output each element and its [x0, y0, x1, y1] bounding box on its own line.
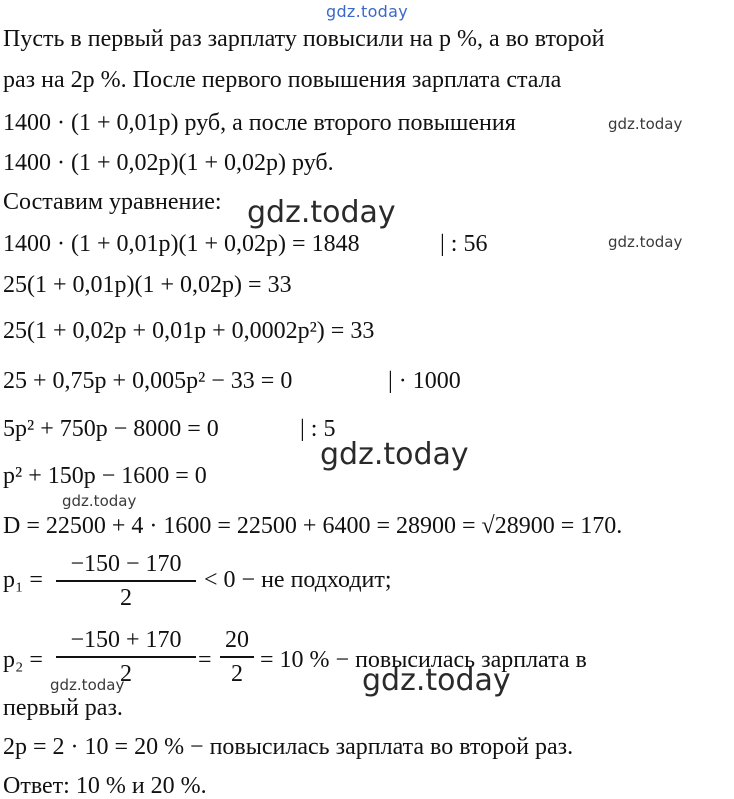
watermark-small-1: gdz.today — [608, 115, 683, 133]
p1-numerator: −150 − 170 — [70, 551, 182, 577]
equation-line-6-divisor: | : 56 — [440, 231, 488, 257]
p1-fraction — [56, 552, 196, 610]
watermark-small-4: gdz.today — [50, 676, 125, 694]
text-line-2: раз на 2p %. После первого повышения зарплата стала — [3, 67, 562, 93]
equation-line-6: 1400 · (1 + 0,01p)(1 + 0,02p) = 1848 — [3, 231, 360, 257]
p2-fraction-2-denominator: 2 — [231, 660, 243, 687]
watermark-large-1: gdz.today — [247, 195, 396, 230]
answer-line: Ответ: 10 % и 20 %. — [3, 773, 207, 799]
equation-line-10-divisor: | : 5 — [300, 416, 336, 442]
equation-line-9: 25 + 0,75p + 0,005p² − 33 = 0 — [3, 368, 293, 394]
p2-denominator: 2 — [120, 660, 132, 687]
watermark-small-2: gdz.today — [608, 233, 683, 251]
p2-equals: = — [198, 647, 212, 673]
equation-line-8: 25(1 + 0,02p + 0,01p + 0,0002p²) = 33 — [3, 318, 375, 344]
equation-line-11: p² + 150p − 1600 = 0 — [3, 463, 207, 489]
watermark-small-3: gdz.today — [62, 492, 137, 510]
equation-line-9-multiplier: | · 1000 — [388, 368, 461, 394]
p2-fraction-2-numerator: 20 — [225, 627, 249, 653]
p1-denominator: 2 — [120, 584, 132, 611]
p2-numerator: −150 + 170 — [70, 627, 182, 653]
p1-rest: < 0 − не подходит; — [204, 567, 392, 593]
text-line-4: 1400 · (1 + 0,02p)(1 + 0,02p) руб. — [3, 150, 334, 176]
watermark-large-2: gdz.today — [320, 437, 469, 472]
p2-rest: = 10 % − повысилась зарплата в — [260, 647, 587, 673]
p1-lhs: p₁ = — [3, 567, 43, 593]
discriminant-line: D = 22500 + 4 · 1600 = 22500 + 6400 = 28900 = √28900 = 170. — [3, 513, 623, 539]
watermark-top: gdz.today — [326, 2, 408, 21]
equation-line-7: 25(1 + 0,01p)(1 + 0,02p) = 33 — [3, 272, 292, 298]
text-line-1: Пусть в первый раз зарплату повысили на p %, а во второй — [3, 26, 605, 52]
watermark-large-3: gdz.today — [362, 663, 511, 698]
p1-fraction-bar — [56, 580, 196, 582]
p2-fraction-bar — [56, 656, 196, 658]
text-line-15: первый раз. — [3, 695, 123, 721]
text-line-5: Составим уравнение: — [3, 189, 222, 215]
p2-lhs: p₂ = — [3, 647, 43, 673]
p2-fraction-2 — [220, 628, 254, 686]
text-line-16: 2p = 2 · 10 = 20 % − повысилась зарплата во второй раз. — [3, 734, 574, 760]
text-line-3: 1400 · (1 + 0,01p) руб, а после второго повышения — [3, 110, 516, 136]
p2-fraction-2-bar — [220, 656, 254, 658]
equation-line-10: 5p² + 750p − 8000 = 0 — [3, 416, 219, 442]
